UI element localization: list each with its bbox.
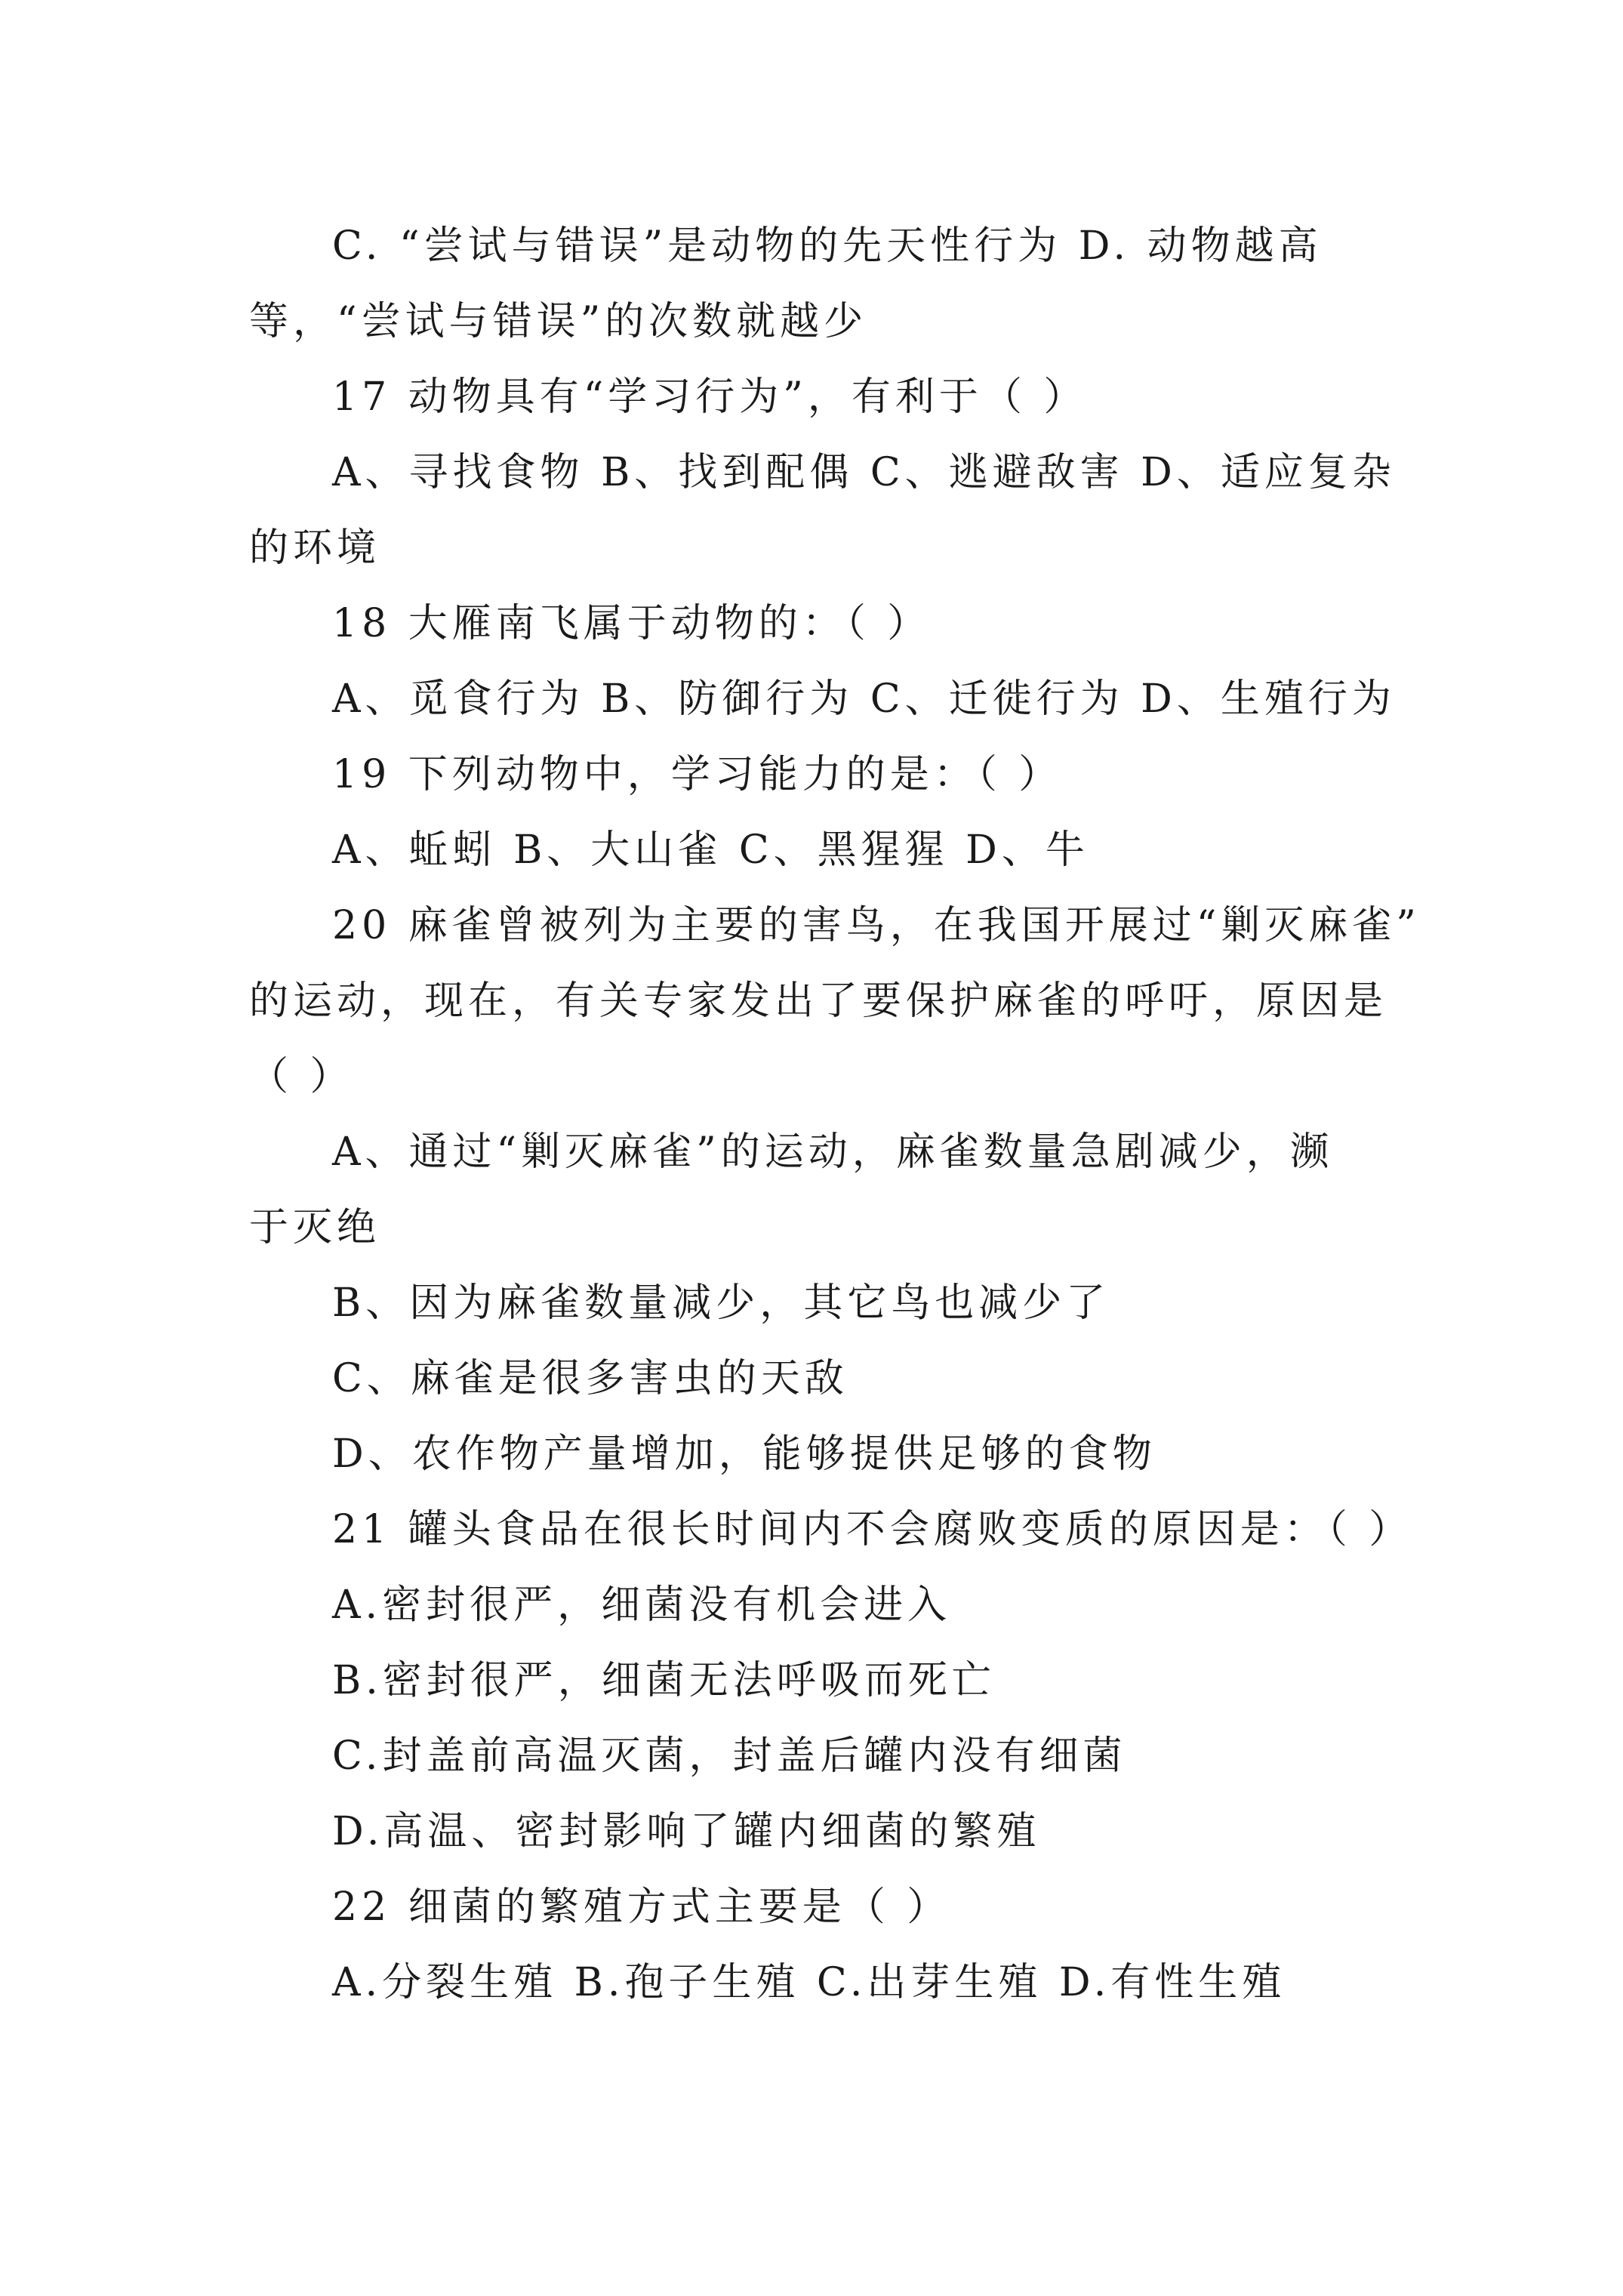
question-20-option-a: A、通过“剿灭麻雀”的运动，麻雀数量急剧减少，濒: [332, 1130, 1334, 1175]
question-22: 22 细菌的繁殖方式主要是（ ）: [332, 1885, 951, 1930]
question-17: 17 动物具有“学习行为”，有利于（ ）: [332, 374, 1088, 420]
question-20-option-b: B、因为麻雀数量减少，其它鸟也减少了: [332, 1281, 1110, 1326]
question-19-options: A、蚯蚓 B、大山雀 C、黑猩猩 D、牛: [332, 827, 1089, 873]
question-21-option-a: A.密封很严，细菌没有机会进入: [332, 1583, 952, 1628]
text-line: 等，“尝试与错误”的次数就越少: [249, 299, 868, 344]
text-line: 的环境: [249, 525, 381, 571]
question-17-options: A、寻找食物 B、找到配偶 C、逃避敌害 D、适应复杂: [332, 450, 1396, 495]
question-21-option-c: C.封盖前高温灭菌，封盖后罐内没有细菌: [332, 1734, 1127, 1779]
question-21-option-d: D.高温、密封影响了罐内细菌的繁殖: [332, 1809, 1041, 1854]
text-line: C. “尝试与错误”是动物的先天性行为 D. 动物越高: [332, 223, 1323, 269]
question-22-options: A.分裂生殖 B.孢子生殖 C.出芽生殖 D.有性生殖: [332, 1960, 1286, 2005]
question-18: 18 大雁南飞属于动物的：（ ）: [332, 601, 932, 646]
question-21-option-b: B.密封很严，细菌无法呼吸而死亡: [332, 1658, 996, 1703]
question-20-option-d: D、农作物产量增加，能够提供足够的食物: [332, 1432, 1156, 1477]
question-20: 20 麻雀曾被列为主要的害鸟，在我国开展过“剿灭麻雀”: [332, 903, 1421, 948]
question-18-options: A、觅食行为 B、防御行为 C、迁徙行为 D、生殖行为: [332, 676, 1396, 722]
question-20-option-c: C、麻雀是很多害虫的天敌: [332, 1356, 848, 1401]
text-line: 于灭绝: [249, 1205, 381, 1250]
text-line: 的运动，现在，有关专家发出了要保护麻雀的呼吁，原因是: [249, 978, 1388, 1024]
question-19: 19 下列动物中，学习能力的是：（ ）: [332, 752, 1063, 797]
text-line: （ ）: [249, 1054, 354, 1099]
question-21: 21 罐头食品在很长时间内不会腐败变质的原因是：（ ）: [332, 1507, 1413, 1552]
